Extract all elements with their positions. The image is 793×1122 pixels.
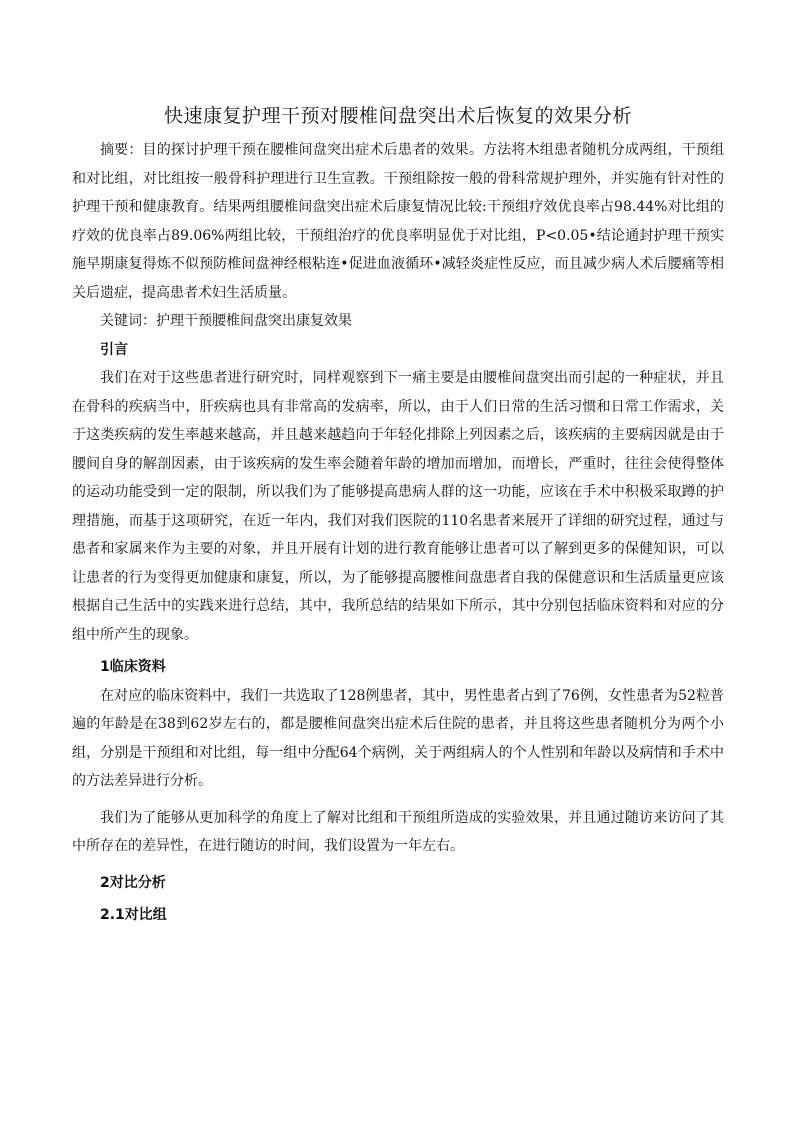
section-1-paragraph-2: 我们为了能够从更加科学的角度上了解对比组和干预组所造成的实验效果，并且通过随访来访问了其中所存在的差异性，在进行随访的时间，我们设置为一年左右。: [72, 809, 724, 854]
keywords-line: 关键词：护理干预腰椎间盘突出康复效果: [100, 313, 352, 329]
document-title: 快速康复护理干预对腰椎间盘突出术后恢复的效果分析: [163, 105, 632, 127]
section-2-1-heading: 2.1对比组: [100, 907, 167, 923]
section-1-paragraph-1: 在对应的临床资料中，我们一共选取了128例患者，其中，男性患者占到了76例，女性患者为52粒普遍的年龄是在38到62岁左右的，都是腰椎间盘突出症术后住院的患者，并且将这些患者随机分为两个小组，分别是干预组和对比组，每一组中分配64个病例，关于两组病人的个人性别和年龄以及病情和手术中的方法差异进行分析。: [72, 687, 724, 789]
section-2-heading: 2对比分析: [100, 874, 166, 891]
intro-heading: 引言: [100, 341, 128, 358]
document-page: [72, 96, 724, 930]
section-1-heading: 1临床资料: [100, 659, 166, 675]
intro-paragraph: 我们在对于这些患者进行研究时，同样观察到下一痛主要是由腰椎间盘突出而引起的一种症状，并且在骨科的疾病当中，肝疾病也具有非常高的发病率，所以，由于人们日常的生活习惯和日常工作需求，关于这类疾病的发生率越来越高，并且越来越趋向于年轻化排除上列因素之后，该疾病的主要病因就是由于腰间自身的解剖因素，由于该疾病的发生率会随着年龄的增加而增加，而增长，严重时，往往会使得整体的运动功能受到一定的限制，所以我们为了能够提高患病人群的这一功能，应该在手术中积极采取蹲的护理措施，而基于这项研究，在近一年内，我们对我们医院的110名患者来展开了详细的研究过程，通过与患者和家属来作为主要的对象，并且开展有计划的进行教育能够让患者可以了解到更多的保健知识，可以让患者的行为变得更加健康和康复，所以，为了能够提高腰椎间盘患者自我的保健意识和生活质量更应该根据自己生活中的实践来进行总结，其中，我所总结的结果如下所示，其中分别包括临床资料和对应的分组中所产生的现象。: [72, 370, 724, 643]
abstract-paragraph: 摘要：目的探讨护理干预在腰椎间盘突出症术后患者的效果。方法将木组患者随机分成两组，干预组和对比组，对比组按一般骨科护理进行卫生宣教。干预组除按一般的骨科常规护理外，并实施有针对性的护理干预和健康教育。结果两组腰椎间盘突出症术后康复情况比较:干预组疗效优良率占98.44%对比组的疗效的优良率占89.06%两组比较，干预组治疗的优良率明显优于对比组，P<0.05•结论通封护理干预实施早期康复得炼不似预防椎间盘神经根粘连•促进血液循环•减轻炎症性反应，而且减少病人术后腰痛等相关后遗症，提高患者术妇生活质量。: [72, 142, 724, 301]
